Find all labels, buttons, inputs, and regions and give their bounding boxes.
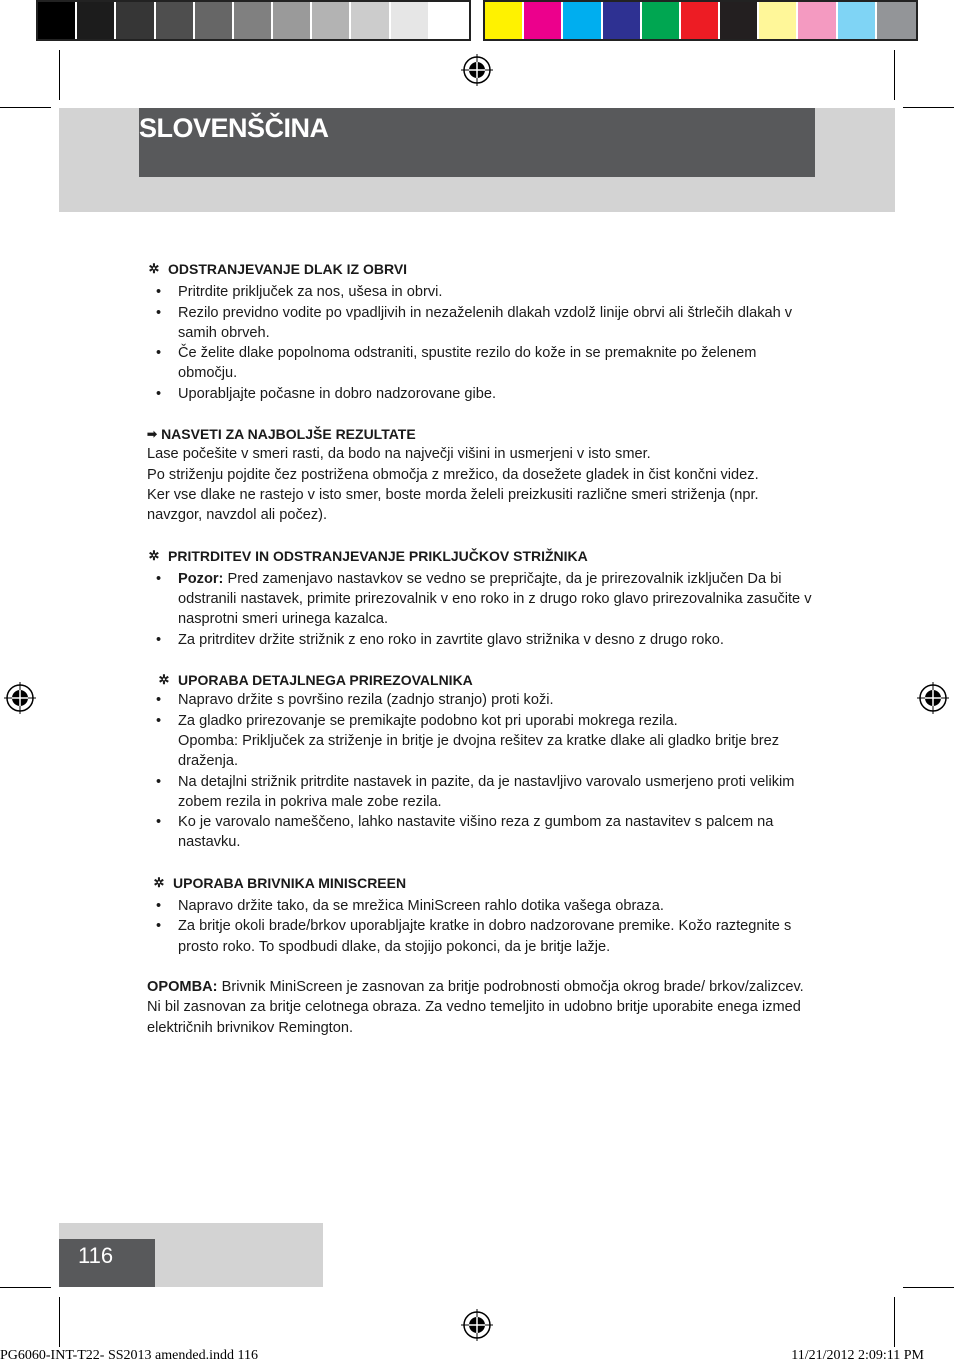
list-item: • Napravo držite s površino rezila (zadnjo stranjo) proti koži. xyxy=(147,690,817,710)
color-swatch xyxy=(430,2,469,39)
crop-mark xyxy=(894,1297,895,1347)
bullet-list xyxy=(147,282,817,404)
registration-mark-icon xyxy=(917,682,949,714)
list-item: • Če želite dlake popolnoma odstraniti, spustite rezilo do kože in se premaknite po želenem območju. xyxy=(147,343,817,384)
bullet-list xyxy=(147,690,817,852)
registration-mark-icon xyxy=(4,682,36,714)
list-item: • Za gladko prirezovanje se premikajte podobno kot pri uporabi mokrega rezila. Opomba: Priključek za striženje in britje je dvojna rešitev za kratke dlake ali gladko britje brez draženja. xyxy=(147,711,817,772)
crop-mark xyxy=(0,1287,51,1288)
color-swatch xyxy=(838,2,877,39)
slug-timestamp: 11/21/2012 2:09:11 PM xyxy=(791,1348,924,1363)
color-swatch xyxy=(77,2,116,39)
list-item: • Pozor: Pred zamenjavo nastavkov se vedno se prepričajte, da je prirezovalnik izključen Da bi odstranili nastavek, primite prirezovalnik v eno roko in z drugo roko glavo prirezovalnika zasučite v nasprotni smeri urinega kazalca. xyxy=(147,569,817,630)
crop-mark xyxy=(894,50,895,100)
section-heading: ✲ PRITRDITEV IN ODSTRANJEVANJE PRIKLJUČKOV STRIŽNIKA xyxy=(147,546,817,566)
color-swatch xyxy=(116,2,155,39)
color-swatch xyxy=(351,2,390,39)
sun-icon: ✲ xyxy=(158,672,170,688)
slug-filename: PG6060-INT-T22- SS2013 amended.indd 116 xyxy=(0,1348,258,1363)
list-item: • Napravo držite tako, da se mrežica MiniScreen rahlo dotika vašega obraza. xyxy=(147,896,817,916)
registration-mark-icon xyxy=(461,1309,493,1341)
list-item: • Na detajlni strižnik pritrdite nastavek in pazite, da je nastavljivo varovalo usmerjeno proti velikim zobem rezila in pokriva male zobe rezila. xyxy=(147,772,817,813)
color-swatch xyxy=(234,2,273,39)
color-swatch xyxy=(312,2,351,39)
paragraph: Lase počešite v smeri rasti, da bodo na največji višini in usmerjeni v isto smer. xyxy=(147,446,651,463)
bullet-list xyxy=(147,896,817,957)
color-swatch xyxy=(156,2,195,39)
main-content xyxy=(147,259,817,1038)
color-swatch xyxy=(195,2,234,39)
arrow-right-icon: ➡ xyxy=(147,427,158,442)
note-paragraph: OPOMBA: Brivnik MiniScreen je zasnovan za britje podrobnosti območja okrog brade/ brkov/zalizcev. Ni bil zasnovan za britje celotnega obraza. Za vedno temeljito in udobno britje uporabite enega izmed električnih brivnikov Remington. xyxy=(147,978,804,1036)
color-swatch xyxy=(524,2,563,39)
crop-mark xyxy=(903,1287,954,1288)
list-item: • Ko je varovalo nameščeno, lahko nastavite višino reza z gumbom za nastavitev s palcem na nastavku. xyxy=(147,812,817,853)
warning-label: Pozor: xyxy=(178,570,224,587)
list-item: • Za britje okoli brade/brkov uporabljajte kratke in dobro nadzorovane premike. Kožo raztegnite s prosto roko. To spodbudi dlake, da stojijo pokonci, da je britje lažje. xyxy=(147,916,817,957)
color-swatch xyxy=(485,2,524,39)
list-item: • Rezilo previdno vodite po vpadljivih in nezaželenih dlakah vzdolž linije obrvi ali štrlečih dlakah v samih obrveh. xyxy=(147,303,817,344)
crop-mark xyxy=(59,1297,60,1347)
sun-icon: ✲ xyxy=(148,547,160,563)
note-label: OPOMBA: xyxy=(147,978,218,995)
color-swatch xyxy=(273,2,312,39)
section-heading: ✲ UPORABA DETAJLNEGA PRIREZOVALNIKA xyxy=(147,670,817,690)
color-swatch xyxy=(563,2,602,39)
color-swatch xyxy=(798,2,837,39)
page-number: 116 xyxy=(78,1243,114,1268)
section-heading: ✲ UPORABA BRIVNIKA MINISCREEN xyxy=(147,873,817,893)
process-color-bar xyxy=(483,0,918,41)
crop-mark xyxy=(903,107,954,108)
paragraph: Ker vse dlake ne rastejo v isto smer, boste morda želeli preizkusiti različne smeri striženja (npr. navzgor, navzdol ali počez). xyxy=(147,486,759,524)
color-swatch xyxy=(681,2,720,39)
section-heading: ➡ NASVETI ZA NAJBOLJŠE REZULTATE xyxy=(147,424,817,444)
paragraph: Po striženju pojdite čez postrižena območja z mrežico, da dosežete gladek in čist končni videz. xyxy=(147,466,759,483)
list-item: • Uporabljajte počasne in dobro nadzorovane gibe. xyxy=(147,384,817,404)
sun-icon: ✲ xyxy=(148,261,160,276)
list-item: • Za pritrditev držite strižnik z eno roko in zavrtite glavo strižnika v desno z drugo roko. xyxy=(147,630,817,650)
crop-mark xyxy=(59,50,60,100)
color-swatch xyxy=(391,2,430,39)
color-swatch xyxy=(603,2,642,39)
grayscale-color-bar xyxy=(36,0,471,41)
registration-mark-icon xyxy=(461,54,493,86)
section-heading: ✲ ODSTRANJEVANJE DLAK IZ OBRVI xyxy=(147,259,817,279)
bullet-list xyxy=(147,569,817,650)
sun-icon: ✲ xyxy=(153,874,165,890)
page-title: SLOVENŠČINA xyxy=(139,113,329,143)
crop-mark xyxy=(0,107,51,108)
color-swatch xyxy=(877,2,916,39)
color-swatch xyxy=(720,2,759,39)
color-swatch xyxy=(759,2,798,39)
color-swatch xyxy=(38,2,77,39)
color-swatch xyxy=(642,2,681,39)
list-item: • Pritrdite priključek za nos, ušesa in obrvi. xyxy=(147,282,817,302)
note-text: Opomba: Priključek za striženje in britje je dvojna rešitev za kratke dlake ali gladko britje brez draženja. xyxy=(178,732,780,770)
